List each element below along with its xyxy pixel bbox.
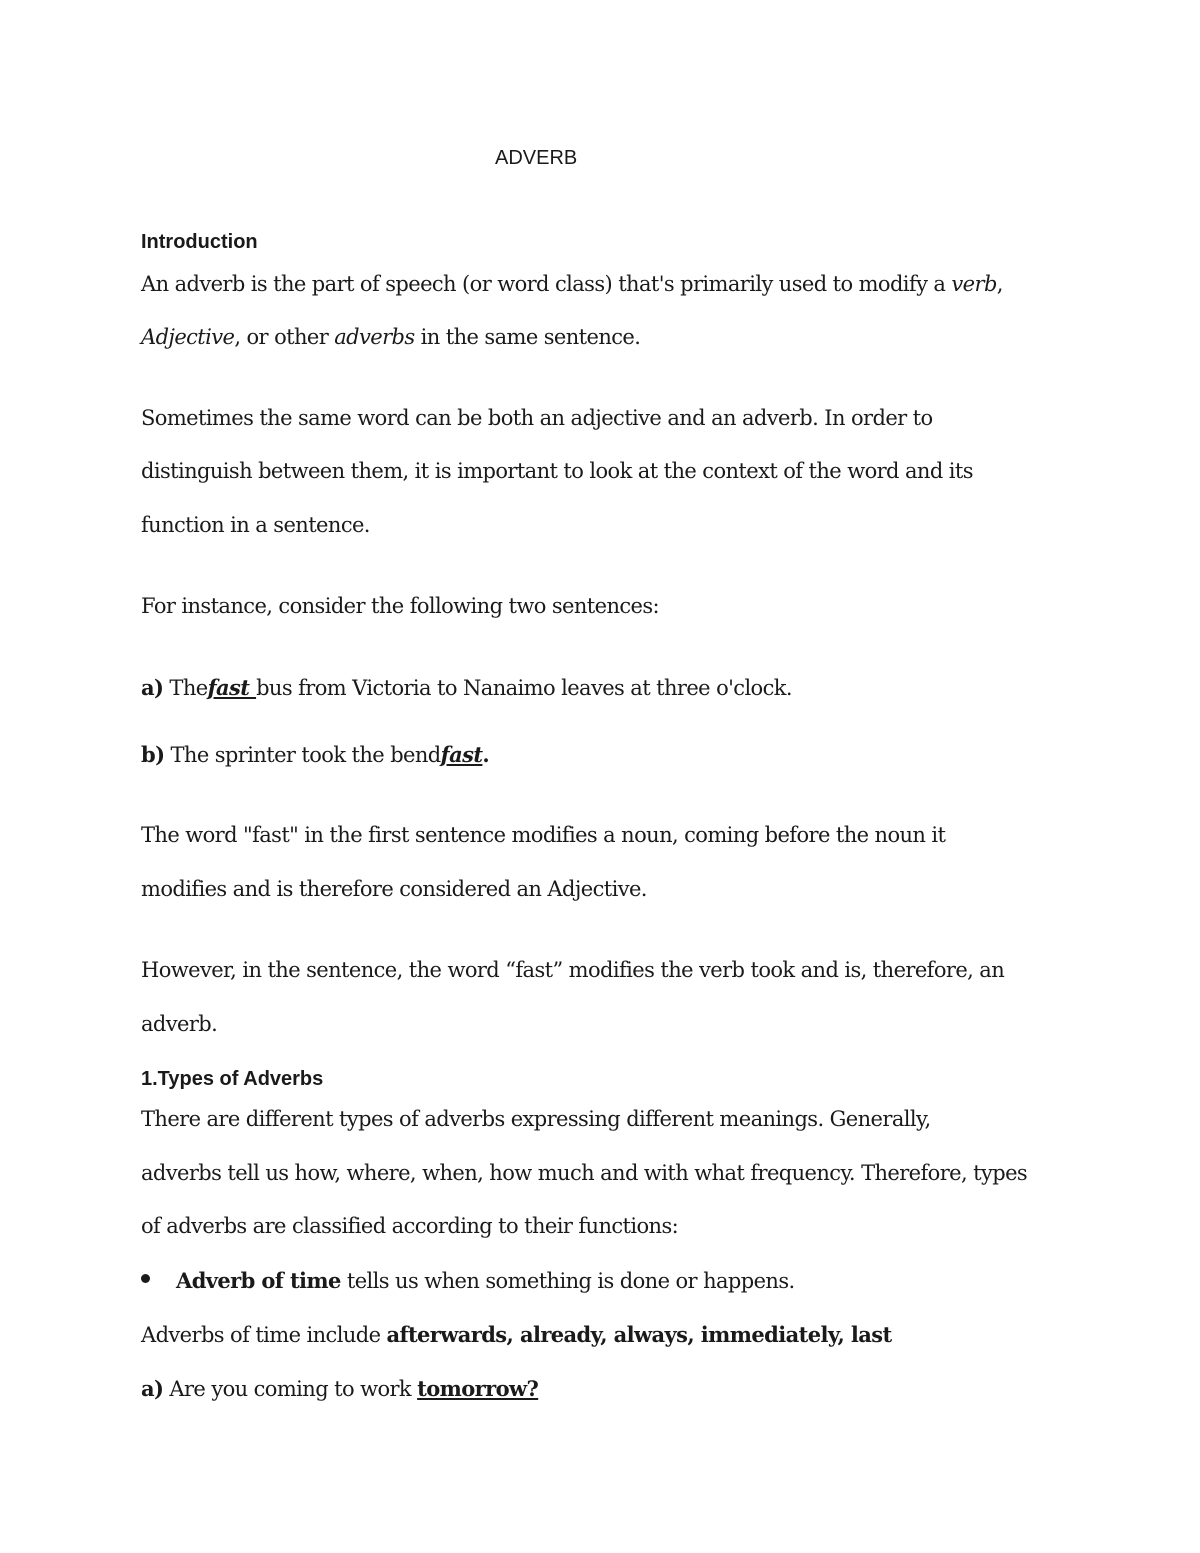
text-run: in the same sentence. bbox=[414, 325, 641, 349]
example-label: b) bbox=[141, 742, 165, 767]
example-label: a) bbox=[141, 675, 164, 700]
paragraph-line: of adverbs are classified according to their functions: bbox=[141, 1214, 679, 1238]
paragraph-line: modifies and is therefore considered an Adjective. bbox=[141, 877, 647, 901]
underlined-word-tomorrow: tomorrow? bbox=[417, 1376, 539, 1401]
bullet-term: Adverb of time bbox=[176, 1268, 341, 1293]
paragraph-line: There are different types of adverbs expressing different meanings. Generally, bbox=[141, 1107, 931, 1131]
text-run: Are you coming to work bbox=[163, 1377, 418, 1401]
italic-word-adjective: Adjective bbox=[141, 325, 235, 349]
underlined-word-fast: fast bbox=[440, 742, 483, 767]
paragraph-line: adverbs tell us how, where, when, how much and with what frequency. Therefore, types bbox=[141, 1161, 1028, 1185]
text-run: The sprinter took the bend bbox=[164, 743, 441, 767]
adverbs-of-time-list bbox=[141, 1324, 892, 1346]
italic-word-verb: verb bbox=[951, 272, 997, 296]
text-run: The bbox=[163, 676, 208, 700]
bullet-icon bbox=[141, 1274, 150, 1283]
types-heading: 1.Types of Adverbs bbox=[141, 1068, 324, 1090]
text-run: , or other bbox=[234, 325, 335, 349]
adverb-examples: afterwards, already, always, immediately, last bbox=[386, 1322, 892, 1347]
page-title: ADVERB bbox=[495, 147, 578, 169]
intro-paragraph-line-2 bbox=[141, 327, 640, 348]
text-run: bus from Victoria to Nanaimo leaves at three o'clock. bbox=[256, 676, 792, 700]
introduction-heading: Introduction bbox=[141, 231, 258, 253]
example-sentence-b bbox=[141, 744, 489, 766]
paragraph-line: adverb. bbox=[141, 1012, 218, 1036]
example-sentence-a bbox=[141, 677, 792, 699]
bullet-item-adverb-of-time bbox=[176, 1270, 795, 1292]
intro-paragraph-line-1 bbox=[141, 274, 1003, 295]
underlined-word-fast: fast bbox=[207, 675, 257, 700]
paragraph-line: However, in the sentence, the word “fast” modifies the verb took and is, therefore, an bbox=[141, 958, 1005, 982]
example-sentence-time-a bbox=[141, 1378, 538, 1400]
paragraph-line: function in a sentence. bbox=[141, 513, 370, 537]
text-run: Adverbs of time include bbox=[141, 1323, 387, 1347]
text-run: . bbox=[482, 742, 490, 767]
text-run: tells us when something is done or happens. bbox=[340, 1269, 795, 1293]
text-run: , bbox=[996, 272, 1003, 296]
italic-word-adverbs: adverbs bbox=[334, 325, 415, 349]
text-run: An adverb is the part of speech (or word class) that's primarily used to modify a bbox=[141, 272, 952, 296]
paragraph-line: For instance, consider the following two sentences: bbox=[141, 594, 660, 618]
paragraph-line: distinguish between them, it is important to look at the context of the word and its bbox=[141, 459, 973, 483]
example-label: a) bbox=[141, 1376, 164, 1401]
paragraph-line: The word "fast" in the first sentence modifies a noun, coming before the noun it bbox=[141, 823, 946, 847]
paragraph-line: Sometimes the same word can be both an adjective and an adverb. In order to bbox=[141, 406, 933, 430]
